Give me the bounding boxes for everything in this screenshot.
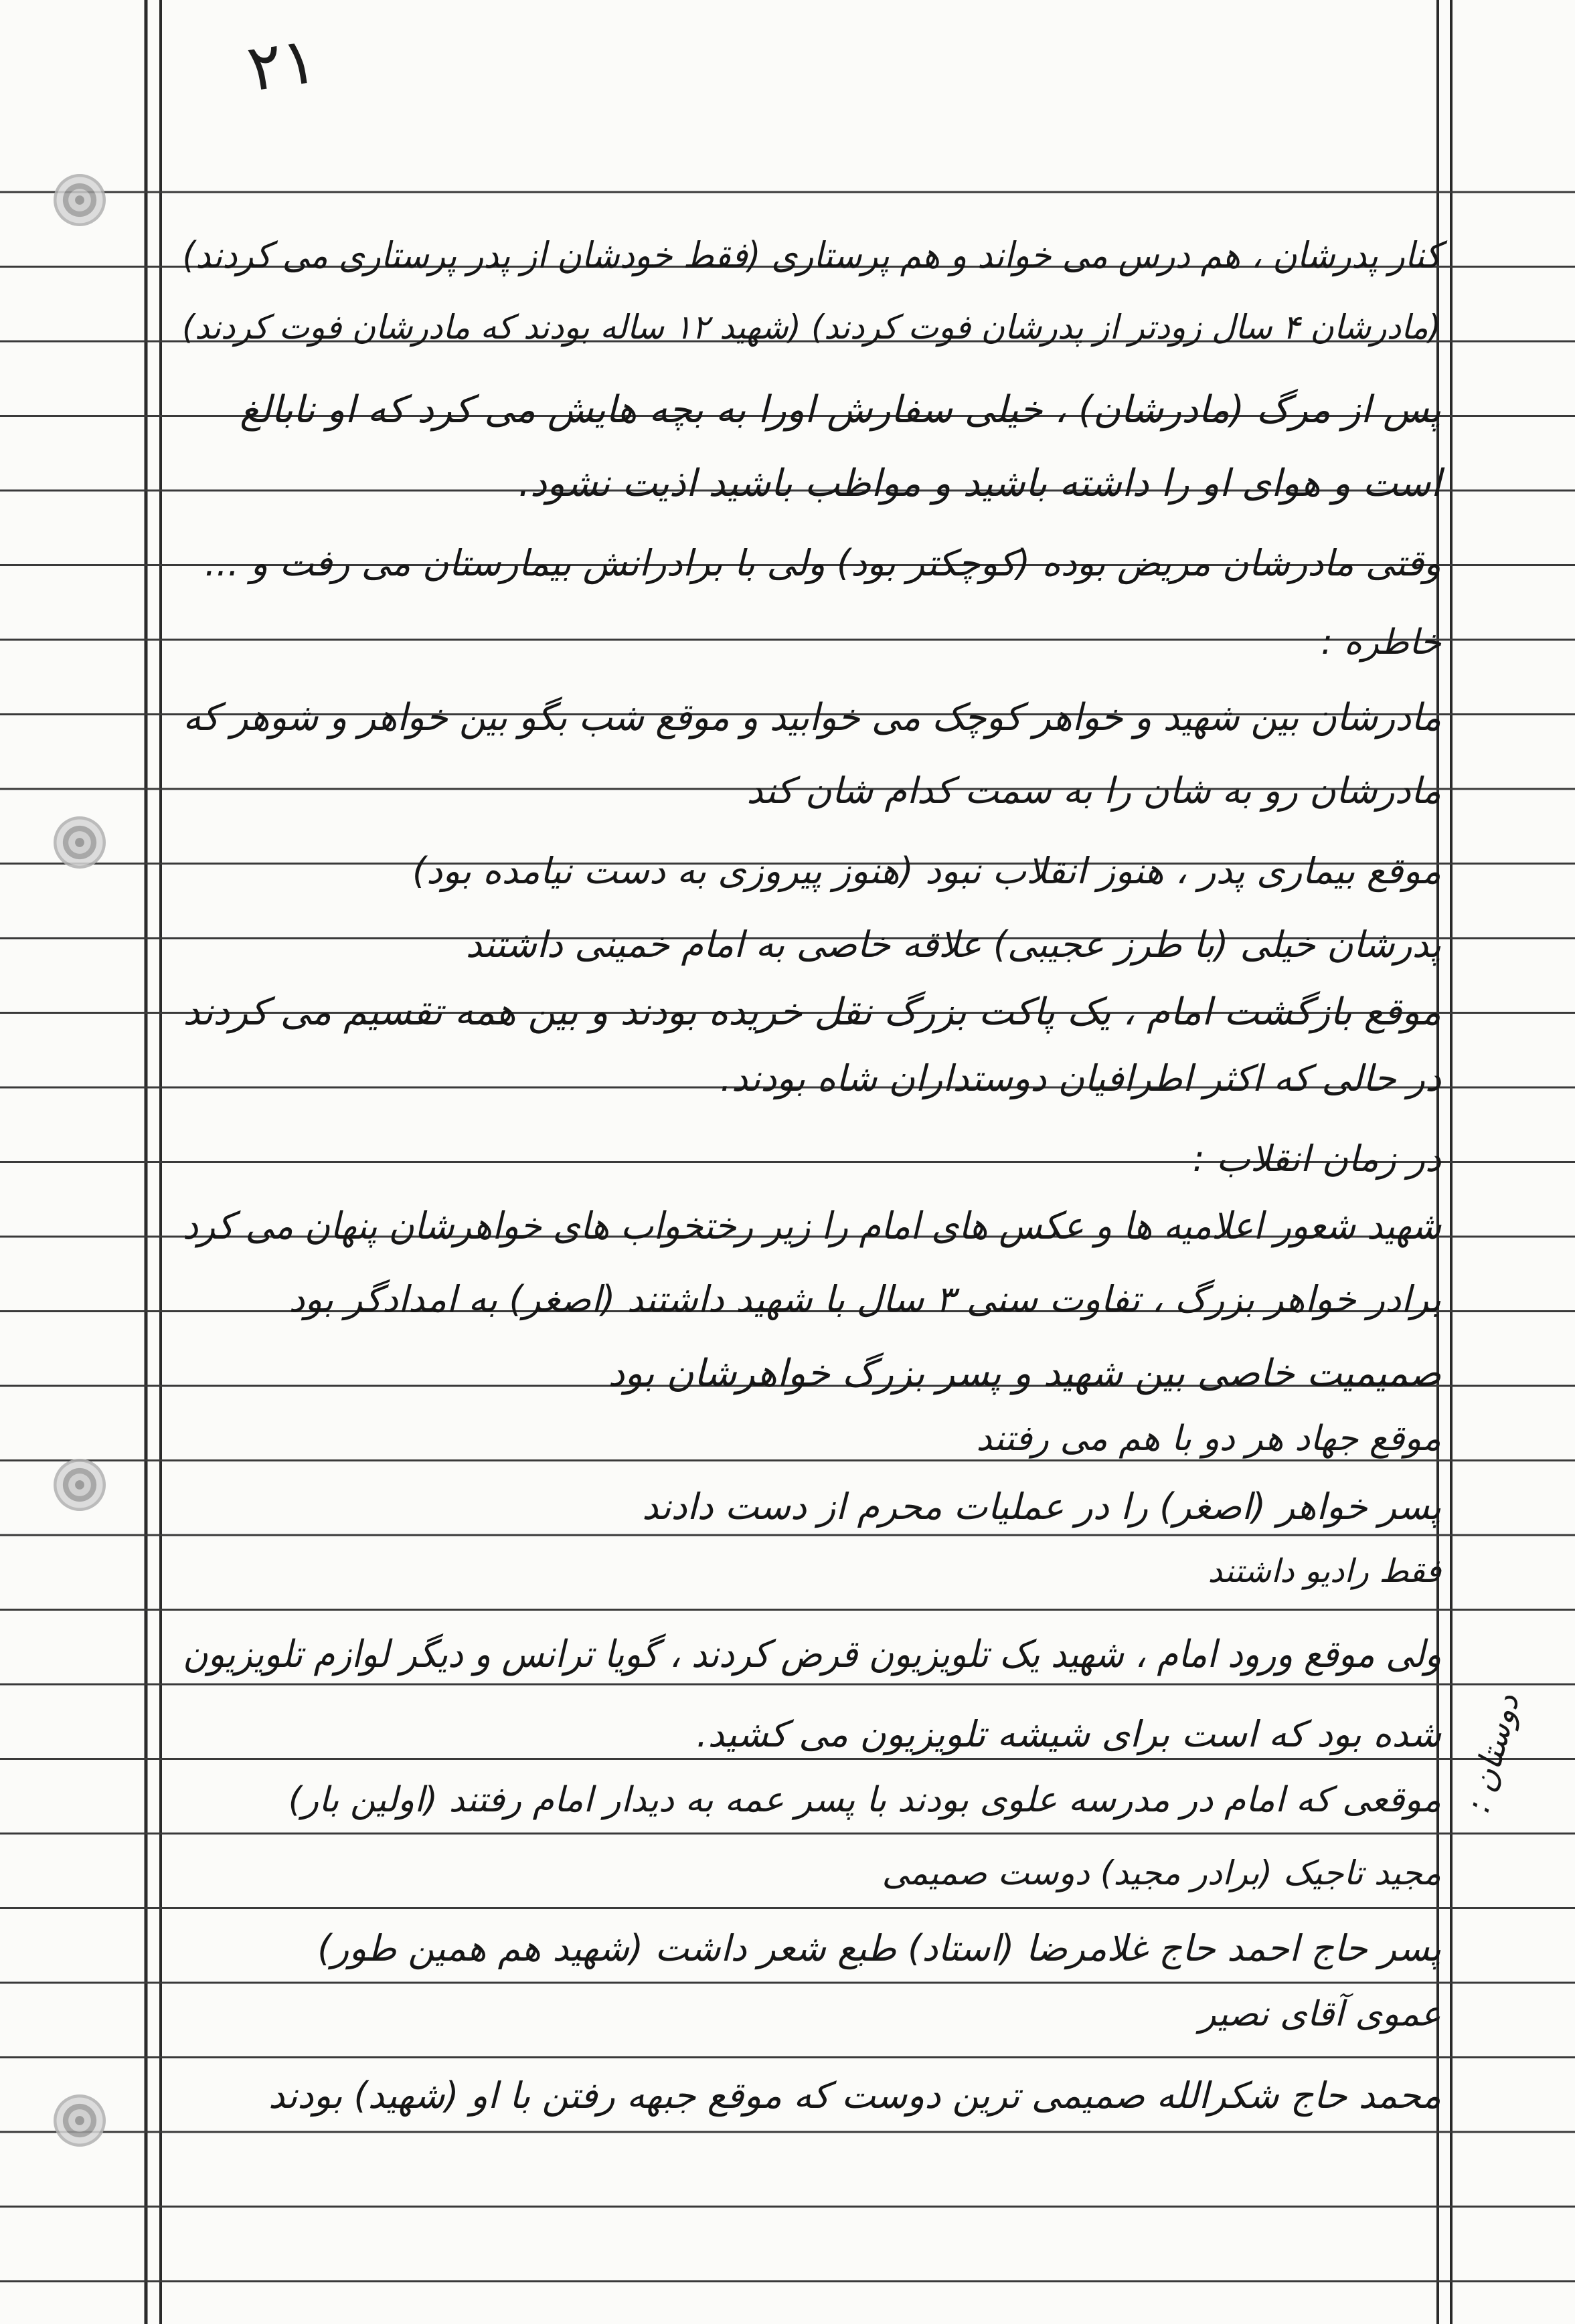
text-line: کنار پدرشان ، هم درس می خواند و هم پرستاری (فقط خودشان از پدر پرستاری می کردند) (182, 234, 1441, 276)
binder-hole-4 (54, 2094, 106, 2147)
text-line: در زمان انقلاب : (1192, 1138, 1441, 1180)
text-line: مجید تاجیک (برادر مجید) دوست صمیمی (882, 1854, 1441, 1892)
text-line: موقع بیماری پدر ، هنوز انقلاب نبود (هنوز پیروزی به دست نیامده بود) (412, 850, 1441, 892)
text-line: خاطره : (1321, 622, 1441, 662)
binder-hole-3 (54, 1459, 106, 1511)
text-line: محمد حاج شکرالله صمیمی ترین دوست که موقع جبهه رفتن با او (شهید) بودند (268, 2074, 1441, 2117)
text-line: وقتی مادرشان مریض بوده (کوچکتر بود) ولی با برادرانش بیمارستان می رفت و ... (204, 542, 1441, 584)
page-number: ۲۱ (242, 22, 322, 106)
text-line: است و هوای او را داشته باشید و مواظب باشید اذیت نشود. (518, 462, 1441, 505)
text-line: پسر خواهر (اصغر) را در عملیات محرم از دست دادند (642, 1486, 1441, 1528)
text-line: عموی آقای نصیر (1199, 1994, 1441, 2034)
binder-hole-1 (54, 174, 106, 226)
text-line: ولی موقع ورود امام ، شهید یک تلویزیون قرض کردند ، گویا ترانس و دیگر لوازم تلویزیون (182, 1633, 1441, 1676)
text-line: موقع جهاد هر دو با هم می رفتند (976, 1419, 1441, 1459)
text-line: موقعی که امام در مدرسه علوی بودند با پسر عمه به دیدار امام رفتند (اولین بار) (288, 1780, 1441, 1820)
text-line: صمیمیت خاصی بین شهید و پسر بزرگ خواهرشان بود (608, 1352, 1441, 1395)
text-line: (مادرشان ۴ سال زودتر از پدرشان فوت کردند) (شهید ۱۲ ساله بودند که مادرشان فوت کردند) (182, 308, 1441, 347)
text-line: فقط رادیو داشتند (1208, 1552, 1441, 1590)
text-line: پسر حاج احمد حاج غلامرضا (استاد) طبع شعر داشت (شهید هم همین طور) (317, 1927, 1441, 1969)
text-line: مادرشان بین شهید و خواهر کوچک می خوابید و موقع شب بگو بین خواهر و شوهر که (183, 696, 1441, 739)
text-line: شده بود که است برای شیشه تلویزیون می کشید. (696, 1713, 1441, 1755)
text-line: برادر خواهر بزرگ ، تفاوت سنی ۳ سال با شهید داشتند (اصغر) به امدادگر بود (288, 1278, 1441, 1320)
text-line: موقع بازگشت امام ، یک پاکت بزرگ نقل خریده بودند و بین همه تقسیم می کردند (183, 990, 1441, 1034)
text-line: پدرشان خیلی (با طرز عجیبی) علاقه خاصی به امام خمینی داشتند (465, 923, 1441, 966)
text-line: شهید شعور اعلامیه ها و عکس های امام را زیر رختخواب های خواهرشان پنهان می کرد (182, 1204, 1441, 1248)
binder-hole-2 (54, 816, 106, 869)
margin-note-friends: دوستان : (1459, 1690, 1527, 1817)
text-line: مادرشان رو به شان را به سمت کدام شان کند (746, 770, 1441, 812)
text-line: در حالی که اکثر اطرافیان دوستداران شاه بودند. (720, 1057, 1441, 1099)
text-line: پس از مرگ (مادرشان) ، خیلی سفارش اورا به بچه هایش می کرد که او نابالغ (240, 388, 1441, 432)
